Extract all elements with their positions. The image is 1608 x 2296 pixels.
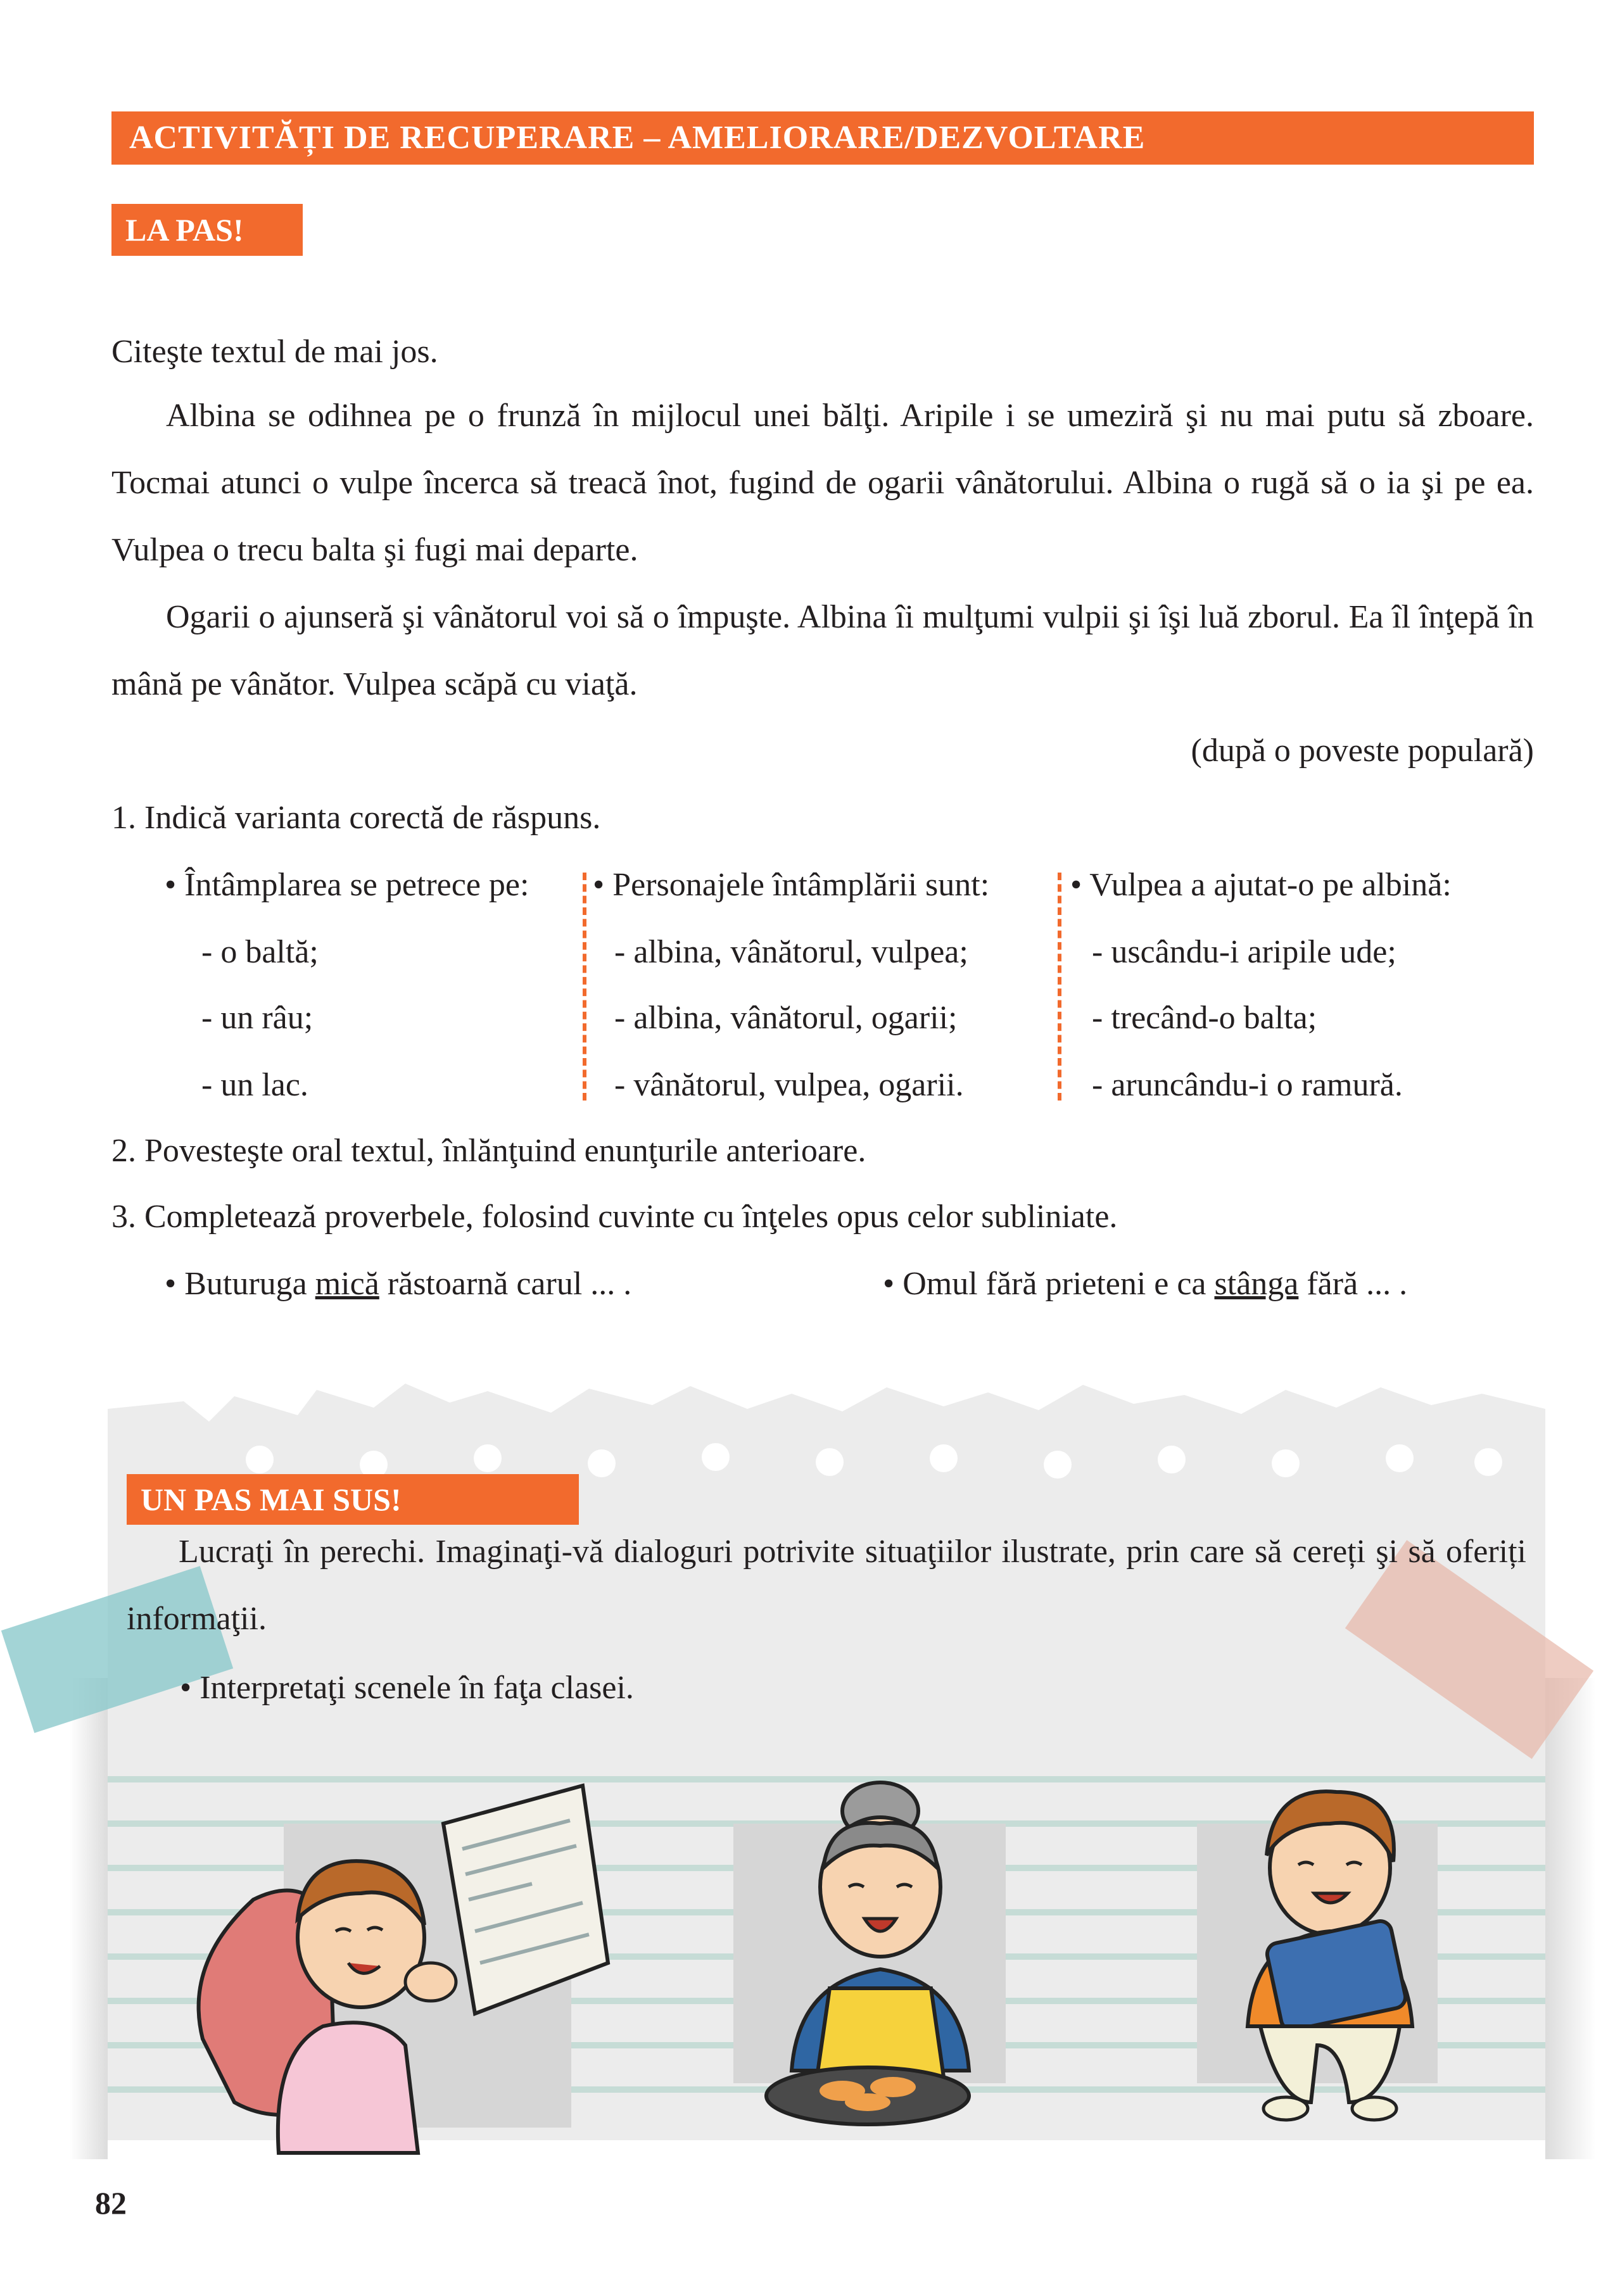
ex1-col1-option-2: - un râu; [201, 1000, 313, 1036]
proverb-1-start: • Buturuga [165, 1266, 315, 1302]
column-divider-2 [1058, 873, 1061, 1101]
proverb-2-start: • Omul fără prieteni e ca [883, 1266, 1215, 1302]
reading-source: (după o poveste populară) [1191, 733, 1534, 769]
exercise-1-prompt: 1. Indică varianta corectă de răspuns. [111, 800, 601, 836]
section-2-instruction-text: Lucraţi în perechi. Imaginaţi-vă dialoguri potrivite situaţiilor ilustrate, prin care să cereți şi să oferiți informaţii. [127, 1534, 1526, 1637]
proverb-1-end: răstoarnă carul ... . [379, 1266, 632, 1302]
panel-shadow-left [70, 1678, 108, 2159]
ex1-col2-question: • Personajele întâmplării sunt: [593, 867, 990, 903]
exercise-3-prompt: 3. Completează proverbele, folosind cuvinte cu înţeles opus celor subliniate. [111, 1199, 1118, 1235]
boy-with-tablet-illustration [1203, 1773, 1469, 2128]
ex1-col2-option-1: - albina, vânătorul, vulpea; [614, 934, 968, 970]
ex1-col2-option-3: - vânătorul, vulpea, ogarii. [614, 1067, 964, 1103]
torn-paper-edge [108, 1384, 1545, 1485]
paragraph-2-text: Ogarii o ajunseră şi vânătorul voi să o împuşte. Albina îi mulţumi vulpii şi îşi luă zborul. Ea îl înţepă în mână pe vânător. Vulpea scăpă cu viaţă. [111, 599, 1534, 702]
ex1-col3-option-1: - uscându-i aripile ude; [1092, 934, 1396, 970]
proverb-2-end: fără ... . [1298, 1266, 1408, 1302]
ex1-col1-option-1: - o baltă; [201, 934, 319, 970]
panel-shadow-right [1545, 1678, 1596, 2159]
proverb-2 [883, 1265, 1407, 1303]
ex1-col1-option-3: - un lac. [201, 1067, 308, 1103]
woman-cooking-illustration [754, 1779, 1020, 2134]
ex1-col2-option-2: - albina, vânătorul, ogarii; [614, 1000, 958, 1036]
ex1-col1-question: • Întâmplarea se petrece pe: [165, 867, 529, 903]
column-divider-1 [583, 873, 586, 1101]
reading-paragraph-2 [111, 584, 1534, 718]
section-tag-un-pas-mai-sus: UN PAS MAI SUS! [127, 1474, 579, 1525]
reading-paragraph-1 [111, 382, 1534, 584]
section-2-bullet: • Interpretaţi scenele în faţa clasei. [180, 1670, 634, 1706]
ex1-col3-option-3: - aruncându-i o ramură. [1092, 1067, 1403, 1103]
page-number: 82 [95, 2185, 127, 2221]
ex1-col3-option-2: - trecând-o balta; [1092, 1000, 1317, 1036]
proverb-1-underlined-word: mică [315, 1266, 379, 1302]
man-reading-newspaper-illustration [177, 1773, 621, 2166]
section-2-instruction [127, 1518, 1526, 1653]
ex1-col3-question: • Vulpea a ajutat-o pe albină: [1070, 867, 1452, 903]
section-banner: ACTIVITĂȚI DE RECUPERARE – AMELIORARE/DEZVOLTARE [111, 111, 1534, 165]
paragraph-1-text: Albina se odihnea pe o frunză în mijlocul unei bălţi. Aripile i se umeziră şi nu mai putu să zboare. Tocmai atunci o vulpe încerca să treacă înot, fugind de ogarii vânătorului. Albina o rugă să o ia şi pe ea. Vulpea o trecu balta şi fugi mai departe. [111, 398, 1534, 568]
proverb-1 [165, 1265, 631, 1303]
section-tag-la-pas: LA PAS! [111, 204, 303, 256]
exercise-2-prompt: 2. Povesteşte oral textul, înlănţuind enunţurile anterioare. [111, 1133, 866, 1169]
reading-instruction: Citeşte textul de mai jos. [111, 334, 438, 370]
proverb-2-underlined-word: stânga [1214, 1266, 1299, 1302]
